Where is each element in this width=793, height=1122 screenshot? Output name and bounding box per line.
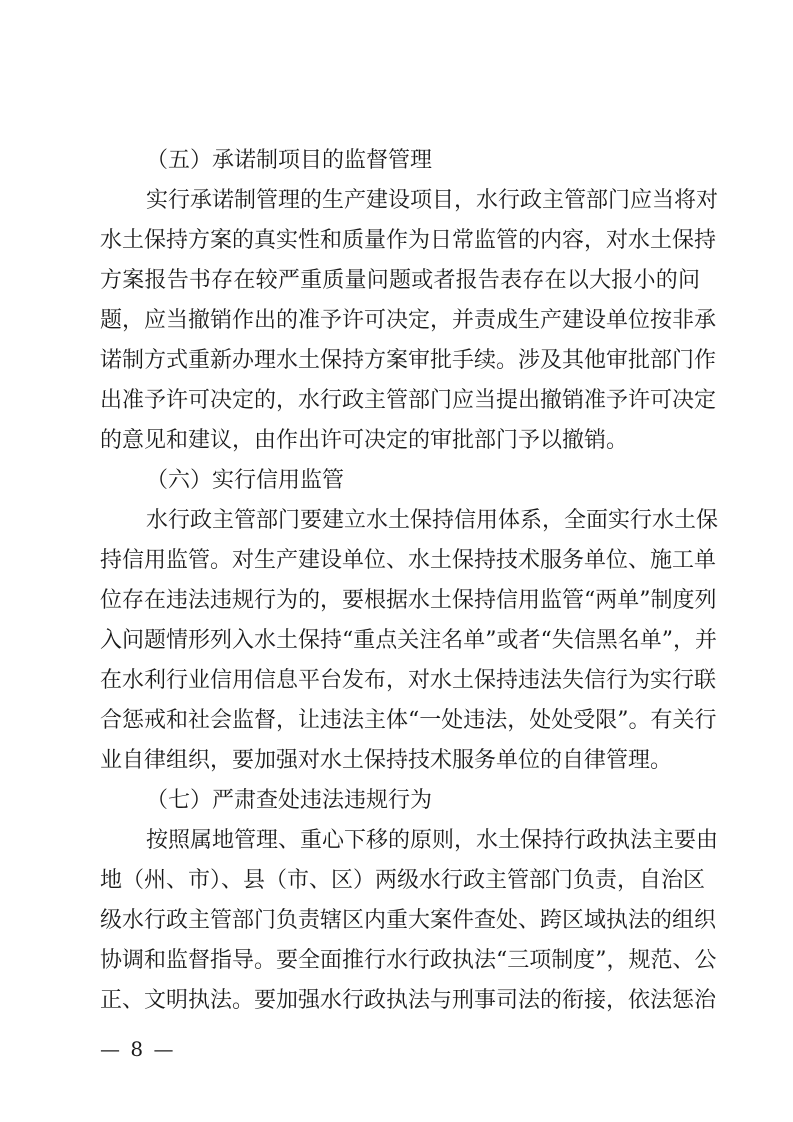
page-number: — 8 — — [100, 1037, 176, 1061]
paragraph-line: 方案报告书存在较严重质量问题或者报告表存在以大报小的问 — [100, 268, 700, 293]
paragraph-line: 实行承诺制管理的生产建设项目，水行政主管部门应当将对 — [146, 188, 719, 213]
section-heading-5: （五）承诺制项目的监督管理 — [146, 148, 433, 173]
document-body — [100, 142, 719, 1022]
paragraph-line: 按照属地管理、重心下移的原则，水土保持行政执法主要由 — [146, 828, 719, 853]
paragraph-line: 地（州、市）、县（市、区）两级水行政主管部门负责，自治区 — [100, 868, 706, 893]
section-heading-7: （七）严肃查处违法违规行为 — [146, 788, 433, 813]
paragraph-line: 业自律组织，要加强对水土保持技术服务单位的自律管理。 — [100, 748, 673, 773]
paragraph-line: 诺制方式重新办理水土保持方案审批手续。涉及其他审批部门作 — [100, 348, 717, 373]
paragraph-line: 的意见和建议，由作出许可决定的审批部门予以撤销。 — [100, 428, 629, 453]
paragraph-line: 出准予许可决定的，水行政主管部门应当提出撤销准予许可决定 — [100, 388, 717, 413]
paragraph-line: 题，应当撤销作出的准予许可决定，并责成生产建设单位按非承 — [100, 308, 717, 333]
paragraph-line: 级水行政主管部门负责辖区内重大案件查处、跨区域执法的组织 — [100, 908, 717, 933]
paragraph-line: 合惩戒和社会监督，让违法主体“一处违法，处处受限”。有关行 — [100, 708, 717, 733]
paragraph-line: 持信用监管。对生产建设单位、水土保持技术服务单位、施工单 — [100, 548, 717, 573]
paragraph-line: 入问题情形列入水土保持“重点关注名单”或者“失信黑名单”，并 — [100, 628, 717, 653]
paragraph-line: 水土保持方案的真实性和质量作为日常监管的内容，对水土保持 — [100, 228, 717, 253]
paragraph-line: 水行政主管部门要建立水土保持信用体系，全面实行水土保 — [146, 508, 719, 533]
section-heading-6: （六）实行信用监管 — [146, 468, 345, 493]
paragraph-line: 位存在违法违规行为的，要根据水土保持信用监管“两单”制度列 — [100, 588, 717, 613]
paragraph-line: 协调和监督指导。要全面推行水行政执法“三项制度”，规范、公 — [100, 948, 717, 973]
paragraph-line: 在水利行业信用信息平台发布，对水土保持违法失信行为实行联 — [100, 668, 717, 693]
paragraph-line: 正、文明执法。要加强水行政执法与刑事司法的衔接，依法惩治 — [100, 988, 717, 1013]
